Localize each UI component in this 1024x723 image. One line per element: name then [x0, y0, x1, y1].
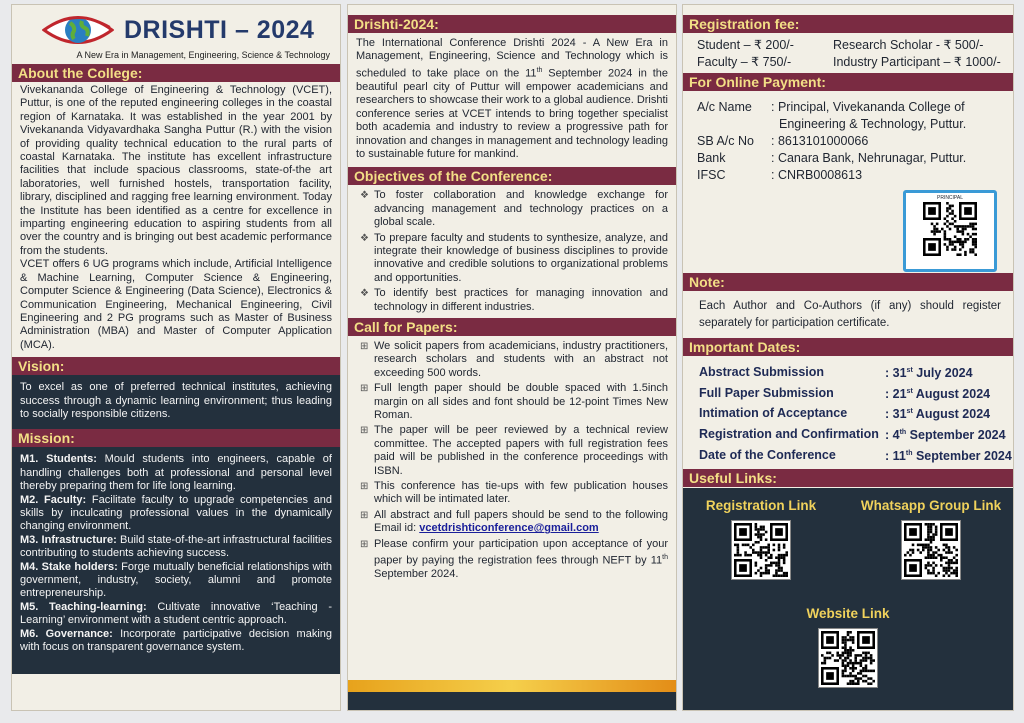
list-item: ⊞ The paper will be peer reviewed by a technical review committee. The accepted papers with full registration fees paid will be published in the conference proceedings with ISBN. — [360, 424, 668, 477]
mission-section — [12, 447, 340, 674]
diamond-bullet-icon: ❖ — [360, 232, 369, 244]
whatsapp-link-block — [853, 498, 1009, 579]
links-section — [683, 488, 1013, 710]
about-section — [12, 82, 340, 354]
fee-table — [697, 37, 1001, 71]
eye-globe-logo-icon — [42, 11, 114, 49]
diamond-bullet-icon: ❖ — [360, 190, 369, 202]
whatsapp-qr-icon[interactable] — [904, 523, 958, 577]
payment-table: A/c Name : Principal, Vivekananda College of Engineering & Technology, Puttur. SB A/c No : 8613101000066 Bank : Canara Bank, Nehrunagar, Puttur. IFSC : CNRB0008613 — [697, 100, 967, 182]
list-item: ⊞ Full length paper should be double spaced with 1.5inch margin on all sides and font should be 12-point Times New Roman. — [360, 382, 668, 421]
website-link-label: Website Link — [806, 606, 890, 621]
drishti-text: The International Conference Drishti 2024 - A New Era in Management, Engineering, Science and Technology which is scheduled to take place on the 11th September 2024 in the beautiful pearl city of Puttur will empower academicians and researchers to showcase their work to a global audience. Drishti conference series at VCET intends to bring together specialist both academia and industry to review a progressive path for innovation and changes in management and technology leading to sustainable future for mankind. — [348, 33, 676, 167]
table-row: Date of the Conference : 11th September 2024 — [699, 447, 1012, 463]
list-item: ❖ To identify best practices for managing innovation and technology in different industries. — [360, 287, 668, 313]
email-link[interactable]: vcetdrishticonference@gmail.com — [419, 522, 599, 535]
fee-scholar: Research Scholar - ₹ 500/- — [833, 38, 984, 52]
left-panel — [11, 4, 341, 711]
boxed-plus-bullet-icon: ⊞ — [360, 509, 369, 521]
table-row: Full Paper Submission : 21st August 2024 — [699, 385, 991, 401]
payment-section — [683, 91, 1013, 273]
list-item: ⊞ We solicit papers from academicians, industry practitioners, research scholars and students with an abstract not exceeding 500 words. — [360, 339, 668, 379]
note-text: Each Author and Co-Authors (if any) should register separately for participation certificate. — [683, 291, 1013, 338]
middle-panel — [347, 4, 677, 711]
links-heading: Useful Links: — [683, 469, 1013, 487]
boxed-plus-bullet-icon: ⊞ — [360, 340, 369, 352]
cfp-heading: Call for Papers: — [348, 318, 676, 336]
registration-qr-icon[interactable] — [734, 523, 788, 577]
whatsapp-link-label: Whatsapp Group Link — [860, 498, 1002, 513]
payment-qr-card: PRINCIPAL — [903, 190, 997, 272]
table-row: Registration and Confirmation : 4th September 2024 — [699, 427, 1006, 443]
note-heading: Note: — [683, 273, 1013, 291]
brand-header — [12, 5, 340, 49]
list-item: ❖ To foster collaboration and knowledge exchange for advancing management and technology practices on a global scale. — [360, 189, 668, 229]
brand-tagline: A New Era in Management, Engineering, Science & Technology — [76, 50, 330, 60]
vision-text: To excel as one of preferred technical institutes, achieving success through a dynamic learning environment; thus leading to socially responsible citizens. — [12, 375, 340, 429]
about-paragraph-1: Vivekananda College of Engineering & Technology (VCET), Puttur, is one of the reputed engineering colleges in the coastal region of Karnataka. It was established in the year 2001 by Vivekananda Vidyavardhaka Sangha Puttur (R.) with the vision of providing quality technical education to the rural parts of coastal Karnataka. The institute has excellent infrastructure facilities that include spacious classrooms, state-of-the art laboratories, well furnished hostels, transportation facility, library, disciplined and ragging free learning environment. Today the Institute has been identified as a centre for excellence in imparting engineering education to aspiring students from all over the country and is bringing out best academic performance from the students. — [20, 84, 332, 257]
website-qr-icon[interactable] — [821, 631, 875, 685]
vision-heading: Vision: — [12, 357, 340, 375]
payment-heading: For Online Payment: — [683, 73, 1013, 91]
mission-item: M1. Students: Mould students into engineers, capable of handling challenges both at professional and personal level thereby preparing them for life long learning. — [20, 453, 332, 493]
dates-table — [699, 362, 1012, 465]
boxed-plus-bullet-icon: ⊞ — [360, 481, 369, 493]
website-link-block — [783, 606, 913, 687]
mission-item: M4. Stake holders: Forge mutually beneficial relationships with government, industry, society, alumni and promote entrepreneurship. — [20, 560, 333, 600]
fee-heading: Registration fee: — [683, 15, 1013, 33]
about-paragraph-2: VCET offers 6 UG programs which include, Artificial Intelligence & Machine Learning, Computer Science & Engineering, Computer Science & Engineering (Data Science), Electronics & Communication Engineering, Mechanical Engineering, Civil Engineering and 2 PG programs such as Master of Business Administration (MBA) and Master of Computer Application (MCA). — [20, 258, 332, 351]
mission-item: M6. Governance: Incorporate participative decision making with focus on transparent governance system. — [20, 627, 333, 654]
registration-link-block — [701, 498, 821, 579]
cfp-list — [348, 336, 676, 582]
right-panel — [682, 4, 1014, 711]
list-item: ❖ To prepare faculty and students to synthesize, analyze, and integrate their knowledge of business disciplines to provide innovative and credible solutions to organizational problems and opportunities. — [360, 231, 668, 284]
mission-item: M3. Infrastructure: Build state-of-the-art infrastructural facilities contributing to students achieving success. — [20, 533, 333, 560]
footer-ribbon — [348, 680, 676, 710]
about-heading: About the College: — [12, 64, 340, 82]
list-item: ⊞ Please confirm your participation upon acceptance of your paper by paying the registration fees through NEFT by 11th September 2024. — [360, 537, 668, 581]
list-item: ⊞ All abstract and full papers should be send to the following Email id: vcetdrishticonference@gmail.com — [360, 508, 668, 535]
diamond-bullet-icon: ❖ — [360, 288, 369, 300]
mission-item: M5. Teaching-learning: Cultivate innovative ‘Teaching - Learning’ environment with a student centric approach. — [20, 600, 332, 627]
boxed-plus-bullet-icon: ⊞ — [360, 383, 369, 395]
brand-title: DRISHTI – 2024 — [124, 15, 315, 44]
objectives-heading: Objectives of the Conference: — [348, 167, 676, 185]
fee-student: Student – ₹ 200/- — [697, 38, 794, 52]
mission-heading: Mission: — [12, 429, 340, 447]
objectives-list — [348, 185, 676, 318]
list-item: ⊞ This conference has tie-ups with few publication houses which will be intimated later. — [360, 480, 668, 506]
table-row: Abstract Submission : 31st July 2024 — [699, 365, 973, 381]
boxed-plus-bullet-icon: ⊞ — [360, 425, 369, 437]
fee-industry: Industry Participant – ₹ 1000/- — [833, 55, 1001, 69]
payment-qr-icon[interactable] — [923, 202, 977, 256]
registration-link-label: Registration Link — [705, 498, 817, 513]
fee-faculty: Faculty – ₹ 750/- — [697, 55, 792, 69]
dates-heading: Important Dates: — [683, 338, 1013, 356]
boxed-plus-bullet-icon: ⊞ — [360, 538, 369, 550]
drishti-heading: Drishti-2024: — [348, 15, 676, 33]
mission-item: M2. Faculty: Facilitate faculty to upgrade competencies and skills by inculcating professional values in the dynamically changing environment. — [20, 493, 332, 533]
table-row: Intimation of Acceptance : 31st August 2024 — [699, 406, 991, 422]
